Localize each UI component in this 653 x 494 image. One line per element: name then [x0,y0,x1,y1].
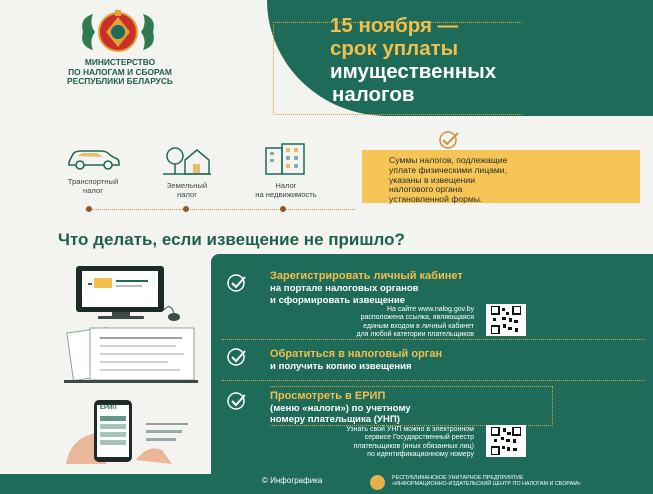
ministry-line-2: ПО НАЛОГАМ И СБОРАМ [68,66,172,77]
ministry-name [40,58,200,87]
step-2-sub-1: и получить копию извещения [270,361,412,372]
divider-dot [86,206,92,212]
step-1-note-line-2: расположена ссылка, являющаяся [360,314,474,322]
step-separator [222,380,644,381]
step-1-title: Зарегистрировать личный кабинет [270,270,463,282]
car-icon [63,144,123,172]
summary-line-4: налогового органа [389,184,463,195]
check-icon [226,346,248,368]
step-3-note-line-1: Узнать свой УНП можно в электронном [346,426,474,433]
tax-land-line-2: налог [177,189,197,199]
tax-transport-line-2: налог [83,185,103,195]
footer-publisher-line-2: «ИНФОРМАЦИОННО-ИЗДАТЕЛЬСКИЙ ЦЕНТР ПО НАЛОГАМ И СБОРАМ» [392,481,581,488]
step-3-sub-2: номеру плательщика (УНП) [270,414,400,425]
divider-dot [280,206,286,212]
footer-copyright: © Инфографика [262,476,323,485]
house-icon [161,144,213,176]
step-3-title: Просмотреть в ЕРИП [270,390,386,402]
tax-transport [56,144,130,195]
step-1-sub-1: на портале налоговых органов [270,283,419,294]
footer-publisher-line-1: РЕСПУБЛИКАНСКОЕ УНИТАРНОЕ ПРЕДПРИЯТИЕ [392,475,524,481]
phone-erip-label: ЕРИП [100,405,117,411]
tax-property-line-2: на недвижимость [255,189,317,199]
tax-property [238,142,334,199]
title-line-1: 15 ноября — [330,14,459,37]
qr-code-icon [491,427,521,455]
title-line-4: налогов [332,83,415,106]
step-1-note-line-1: На сайте www.nalog.gov.by [386,306,474,313]
tax-property-line-1: Налог [275,181,297,190]
documents-illustration-icon [56,324,206,386]
qr-code-registry[interactable] [486,425,526,457]
summary-line-5: установленной формы. [389,194,483,205]
section-heading: Что делать, если извещение не пришло? [58,230,405,249]
step-3-note-line-3: плательщиков (иных обязанных лиц) [353,442,474,450]
publisher-logo-icon [370,475,385,490]
step-3-note [280,426,474,460]
step-3-note-line-2: сервисе Государственный реестр [364,434,474,442]
tax-land-line-1: Земельный [166,181,208,190]
laptop-illustration-icon [58,262,188,322]
step-1-note-line-4: для любой категории плательщиков [356,331,474,339]
divider-dot [183,206,189,212]
ministry-line-3: РЕСПУБЛИКИ БЕЛАРУСЬ [67,76,173,87]
step-1-note [298,306,474,340]
ministry-line-1: МИНИСТЕРСТВО [84,57,156,67]
step-separator [222,339,644,340]
tax-land [152,144,222,199]
check-icon [226,390,248,412]
step-1-sub-2: и сформировать извещение [270,295,406,306]
qr-code-nalog[interactable] [486,304,526,336]
summary-line-1: Суммы налогов, подлежащие [389,155,508,165]
title-line-2: срок уплаты [330,37,459,60]
page-title [330,14,630,106]
check-icon [226,272,248,294]
check-icon [436,130,466,150]
phone-illustration-icon [62,394,192,466]
step-2-title: Обратиться в налоговый орган [270,348,443,360]
tax-divider [85,209,355,210]
summary-line-2: уплате физическими лицами, [389,164,507,175]
step-3-note-line-4: по идентификационному номеру [367,451,474,459]
ministry-emblem-icon [75,8,161,56]
qr-code-icon [491,306,521,334]
building-icon [260,142,312,176]
summary-text [389,156,619,205]
footer-publisher [392,475,581,488]
step-1-note-line-3: единым входом в личный кабинет [363,322,474,330]
step-3-sub-1: (меню «налоги») по учетному [270,403,411,414]
summary-line-3: указаны в извещении [389,174,476,185]
tax-transport-line-1: Транспортный [67,177,119,186]
title-line-3: имущественных [330,60,497,83]
